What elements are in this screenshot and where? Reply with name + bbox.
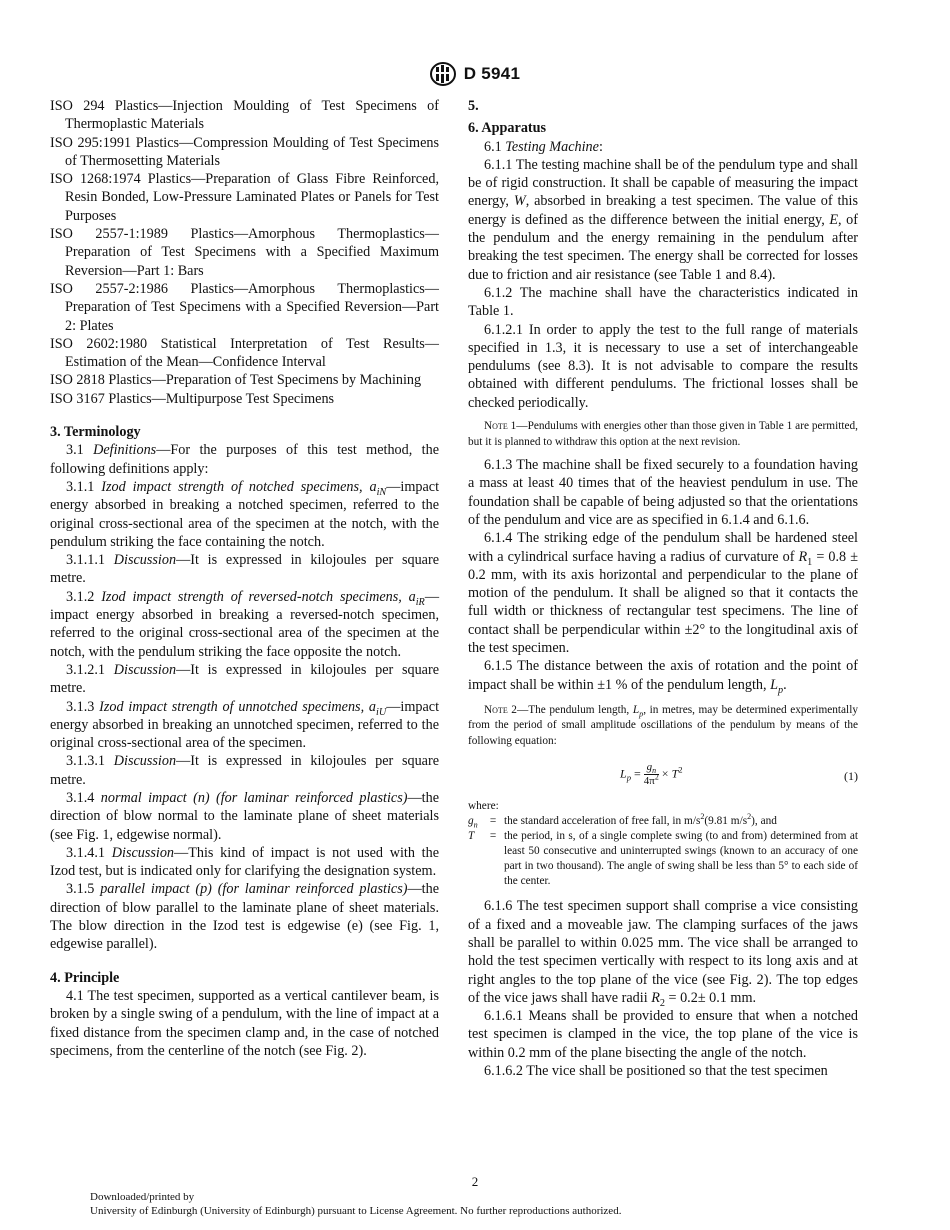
where-label: where: <box>468 800 499 813</box>
paragraph-6-1-1: 6.1.1 The testing machine shall be of the pendulum type and shall be of rigid construction. It shall be capable of measuring the impact energy, W, absorbed in breaking a test specimen. The value of this energy is defined as the difference between the initial energy, E, of the pendulum and the energy remaining in the pendulum after breaking the test specimen. The energy shall be corrected for losses due to friction and air resistance (see Table 1 and 8.4). <box>468 156 858 283</box>
where-gn-row: $g_n$ = the standard acceleration of free fall, in $m/s^2(9.81$ $m/s^2$), and <box>468 812 777 830</box>
section-3-heading: 3. Terminology <box>50 424 141 441</box>
reference-item: ISO 2557-1:1989 Plastics—Amorphous Thermoplastics—Preparation of Test Specimens with a Specified Maximum Reversion—Part 1: Bars <box>50 226 439 279</box>
paragraph-3-1-4-1: 3.1.4.1 Discussion—This kind of impact is not used with the Izod test, but is indicated only for clarifying the designation system. <box>50 844 440 880</box>
designation: D 5941 <box>463 64 521 83</box>
footer-line-1: Downloaded/printed by <box>90 1191 195 1203</box>
page-header <box>0 62 950 86</box>
reference-item: ISO 2602:1980 Statistical Interpretation of Test Results—Estimation of the Mean—Confidence Interval <box>50 335 439 371</box>
paragraph-4-1: 4.1 The test specimen, supported as a vertical cantilever beam, is broken by a single swing of a pendulum, with the line of impact at a fixed distance from the specimen clamp and, in the case of notched specimens, from the centerline of the notch (see Fig. 2). <box>50 987 439 1059</box>
where-t-row: T = the period, in s, of a single complete swing (to and from) determined from at least 50 consecutive and uninterrupted swings (known to an accuracy of one part in two thousand). The angle of swing shall be less than 5° to each side of the center. <box>468 830 858 888</box>
page-number: 2 <box>471 1174 479 1189</box>
paragraph-3-1-1-1: 3.1.1.1 Discussion—It is expressed in kilojoules per square metre. <box>50 552 439 587</box>
reference-item: ISO 295:1991 Plastics—Compression Moulding of Test Specimens of Thermosetting Materials <box>50 134 439 169</box>
paragraph-3-1-3-1: 3.1.3.1 Discussion—It is expressed in kilojoules per square metre. <box>50 753 439 788</box>
paragraph-6-1-4: 6.1.4 The striking edge of the pendulum shall be hardened steel with a cylindrical surface having a radius of curvature of $R_1 = 0.8 \pm 0.2$ mm, with its axis horizontal and perpendicular to the plane of motion of the pendulum. It shall be aligned so that it contacts the full width or thickness of rectangular test specimens. The line of contact shall be perpendicular within ±2° to the longitudinal axis of the test specimen. <box>468 530 858 657</box>
paragraph-6-1-3: 6.1.3 The machine shall be fixed securely to a foundation having a mass at least 40 times that of the heaviest pendulum in use. The foundation shall be capable of being adjusted so that the orientations of the pendulum and vice are as specified in 6.1.4 and 6.1.6. <box>468 457 858 528</box>
paragraph-3-1-2: 3.1.2 Izod impact strength of reversed-notch specimens, $a_{iR}—impact$ energy absorbed in breaking a reversed-notch specimen, referred to the original cross-sectional area of the specimen at the notch, with the pendulum striking the face opposite the notch. <box>50 588 439 660</box>
reference-item: ISO 294 Plastics—Injection Moulding of Test Specimens of Thermoplastic Materials <box>50 98 439 133</box>
paragraph-6-1-5: 6.1.5 The distance between the axis of rotation and the point of impact shall be within ±1 % of the pendulum length, $L_p$. <box>468 658 858 696</box>
section-5-heading: 5. <box>468 98 479 114</box>
reference-item: ISO 2818 Plastics—Preparation of Test Specimens by Machining <box>50 372 422 389</box>
reference-item: ISO 2557-2:1986 Plastics—Amorphous Thermoplastics—Preparation of Test Specimens with a Specified Reversion—Part 2: Plates <box>50 280 439 334</box>
note-2: Note 2—The pendulum length, $L_p$, in metres, may be determined experimentally from the period of small amplitude oscillations of the pendulum by means of the following equation: <box>468 703 858 747</box>
equation-number: (1) <box>844 769 858 784</box>
left-column <box>50 97 439 1060</box>
paragraph-6-1-2-1: 6.1.2.1 In order to apply the test to the full range of materials specified in 1.3, it is necessary to use a set of interchangeable pendulums (see 8.3). It is not advisable to compare the results obtained with different pendulums. The frictional losses shall be checked periodically. <box>468 321 858 411</box>
paragraph-6-1-6: 6.1.6 The test specimen support shall comprise a vice consisting of a fixed and a moveable jaw. The clamping surfaces of the jaws shall be parallel to within 0.025 mm. The vice shall be arranged to hold the test specimen vertically with respect to its long axis and at right angles to the top plane of the vice (see Fig. 2). The top edges of the vice jaws shall have radii $R_2 = 0.2\pm 0.1$ mm. <box>468 898 858 1009</box>
astm-logo-icon <box>430 62 456 86</box>
right-column <box>468 97 858 1080</box>
paragraph-6-1-6-2: 6.1.6.2 The vice shall be positioned so that the test specimen <box>484 1063 828 1080</box>
paragraph-6-1-2: 6.1.2 The machine shall have the characteristics indicated in Table 1. <box>468 284 858 320</box>
footer-line-2: University of Edinburgh (University of Edinburgh) pursuant to License Agreement. No further reproductions authorized. <box>90 1205 622 1217</box>
paragraph-3-1-2-1: 3.1.2.1 Discussion—It is expressed in kilojoules per square metre. <box>50 661 439 697</box>
reference-item: ISO 1268:1974 Plastics—Preparation of Glass Fibre Reinforced, Resin Bonded, Low-Pressure Laminated Plates or Panels for Test Purposes <box>50 171 439 224</box>
equation-1 <box>468 755 858 795</box>
section-6-heading: 6. Apparatus <box>468 120 547 137</box>
paragraph-3-1-5: 3.1.5 parallel impact (p) (for laminar reinforced plastics)—the direction of blow parallel to the laminate plane of sheet materials. The blow direction in the Izod test is edgewise (e) (see Fig. 1, edgewise parallel). <box>50 881 439 953</box>
paragraph-6-1-6-1: 6.1.6.1 Means shall be provided to ensure that when a notched test specimen is clamped in the vice, the top plane of the vice is within 0.2 mm of the plane bisecting the angle of the notch. <box>468 1008 858 1061</box>
paragraph-3-1-4: 3.1.4 normal impact (n) (for laminar reinforced plastics)—the direction of blow normal to the laminate plane of sheet materials (see Fig. 1, edgewise normal). <box>50 789 439 843</box>
equation-formula: $L_p$ = $\frac{g_n}{4\pi^2}$ × $T^2$ <box>620 761 683 788</box>
section-4-heading: 4. Principle <box>50 969 120 986</box>
paragraph-3-1-1: 3.1.1 Izod impact strength of notched specimens, $a_{iN}—impact$ energy absorbed in breaking a notched specimen, referred to the original cross-sectional area of the specimen at the notch, with the pendulum striking the face containing the notch. <box>50 478 440 550</box>
paragraph-3-1-3: 3.1.3 Izod impact strength of unnotched specimens, $a_{iU}—impact$ energy absorbed in breaking an unnotched specimen, referred to the original cross-sectional area of the specimen. <box>50 698 440 752</box>
paragraph-6-1: 6.1 Testing Machine: <box>484 138 603 155</box>
reference-item: ISO 3167 Plastics—Multipurpose Test Specimens <box>50 390 335 407</box>
license-footer <box>90 1190 621 1218</box>
paragraph-3-1: 3.1 Definitions—For the purposes of this test method, the following definitions apply: <box>50 442 440 477</box>
note-1: Note 1—Pendulums with energies other than those given in Table 1 are permitted, but it is planned to withdraw this option at the next revision. <box>468 420 858 448</box>
where-block <box>468 799 858 889</box>
